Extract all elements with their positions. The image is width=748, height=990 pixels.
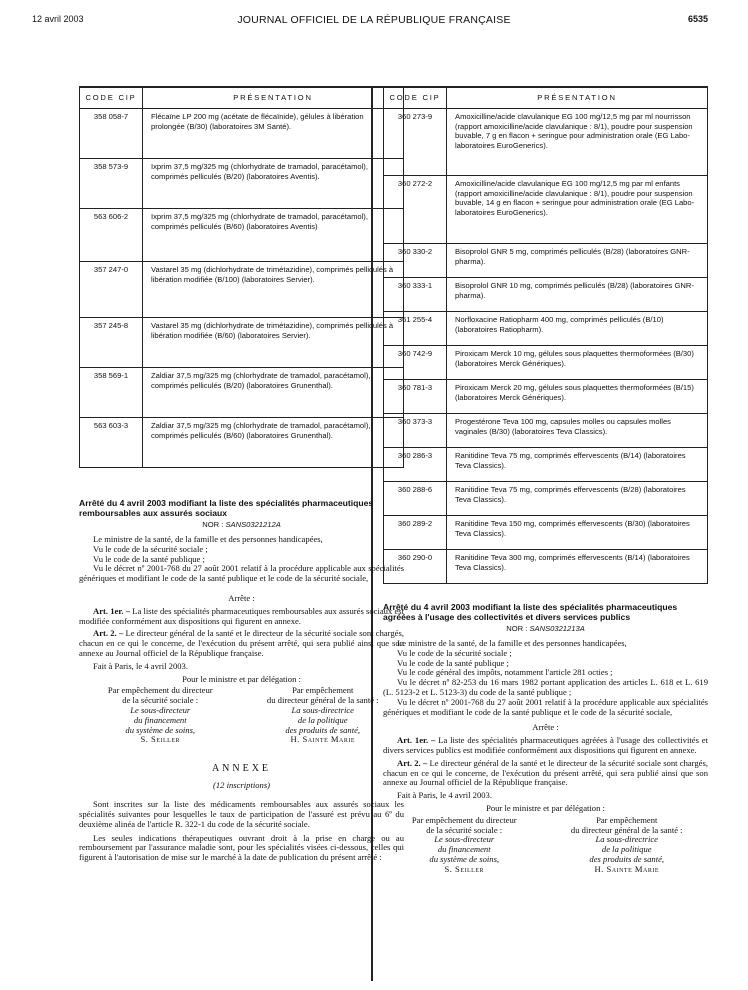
fait-a-paris: Fait à Paris, le 4 avril 2003. <box>93 660 188 671</box>
column-header-presentation: PRÉSENTATION <box>447 87 708 109</box>
signatory-name: H. Sainte Marie <box>290 734 356 745</box>
table-row <box>384 482 708 516</box>
table-row <box>384 278 708 312</box>
nor-label: NOR : <box>202 520 224 529</box>
paragraph: Vu le décret nº 2001-768 du 27 août 2001 relatif à la procédure applicable aux spécialités génériques et modifiant le code de la santé publique et le code de la sécurité sociale, <box>79 563 404 584</box>
article-text: La liste des spécialités pharmaceutiques agréées à l'usage des collectivités et divers services publics est modifiée conformément aux dispositions qui figurent en annexe. <box>383 735 708 755</box>
signature-title: du système de soins, <box>125 724 196 735</box>
paragraph: Vu le code de la santé publique ; <box>93 553 205 564</box>
signature-left <box>383 816 546 875</box>
table-row <box>384 346 708 380</box>
paragraph: Sont inscrites sur la liste des médicaments remboursables aux assurés sociaux les spécialités suivantes pour lesquelles le taux de participation de l'assuré est prévu au 6º du deuxième alinéa de l'article R. 322-1 du code de la sécurité sociale. <box>79 799 404 829</box>
fait-a-paris: Fait à Paris, le 4 avril 2003. <box>397 790 492 801</box>
article-label: Art. 1er. – <box>397 735 436 746</box>
table-row <box>384 176 708 244</box>
right-column <box>383 86 708 875</box>
table-row <box>80 159 404 209</box>
table-row <box>80 418 404 468</box>
table-row <box>384 380 708 414</box>
nor-code: SANS0321213A <box>529 624 585 633</box>
table-row <box>80 262 404 318</box>
annex-table-right <box>383 86 708 584</box>
signature-left <box>79 686 242 745</box>
presentation-text: Piroxicam Merck 10 mg, gélules sous plaquettes thermoformées (B/30) (laboratoires Merck Génériques). <box>447 346 708 380</box>
nor-code: SANS0321212A <box>225 520 281 529</box>
table-row <box>384 448 708 482</box>
article-text: La liste des spécialités pharmaceutiques remboursables aux assurés sociaux est modifiée conformément aux dispositions qui figurent en annexe. <box>79 605 404 626</box>
arrete-title: Arrêté du 4 avril 2003 modifiant la liste des spécialités pharmaceutiques remboursables aux assurés sociaux <box>79 498 374 518</box>
table-row <box>384 516 708 550</box>
signature-line: Par empêchement du directeur <box>107 685 213 696</box>
signature-line: du directeur général de la santé : <box>266 695 379 706</box>
cip-code: 358 058-7 <box>80 109 143 159</box>
left-column <box>79 86 404 863</box>
signature-title: des produits de santé, <box>285 724 361 735</box>
signature-line: de la sécurité sociale : <box>122 695 199 706</box>
presentation-text: Progestérone Teva 100 mg, capsules molles ou capsules molles vaginales (B/30) (laboratoires Teva Classics). <box>447 414 708 448</box>
paragraph: Vu le code de la santé publique ; <box>397 657 509 668</box>
presentation-text: Ixprim 37,5 mg/325 mg (chlorhydrate de tramadol, paracétamol), comprimés pelliculés (B/60) (laboratoires Aventis) <box>143 209 404 262</box>
article-2 <box>79 629 404 658</box>
table-row <box>384 414 708 448</box>
signature-line: Par empêchement <box>596 814 658 825</box>
cip-code: 357 247-0 <box>80 262 143 318</box>
signature-line: Par empêchement du directeur <box>411 814 517 825</box>
signature-title: Le sous-directeur <box>434 834 495 845</box>
cip-code: 357 245-8 <box>80 318 143 368</box>
cip-code: 360 330-2 <box>384 244 447 278</box>
table-header-row <box>80 87 404 109</box>
signatory-name: H. Sainte Marie <box>594 863 660 874</box>
cip-code: 360 272-2 <box>384 176 447 244</box>
delegation-line: Pour le ministre et par délégation : <box>182 673 301 684</box>
presentation-text: Ranitidine Teva 75 mg, comprimés effervescents (B/28) (laboratoires Teva Classics). <box>447 482 708 516</box>
cip-code: 360 289-2 <box>384 516 447 550</box>
cip-code: 361 255-4 <box>384 312 447 346</box>
presentation-text: Ranitidine Teva 300 mg, comprimés effervescents (B/14) (laboratoires Teva Classics). <box>447 550 708 584</box>
article-text: Le directeur général de la santé et le directeur de la sécurité sociale sont chargés, chacun en ce qui le concerne, de l'exécution du présent arrêté, qui sera publié ainsi que son annexe au Journal officiel de la République française. <box>383 757 708 788</box>
table-body <box>384 109 708 584</box>
cip-code: 360 273-9 <box>384 109 447 176</box>
signature-right <box>546 816 709 875</box>
nor-line <box>383 624 708 633</box>
presentation-text: Amoxicilline/acide clavulanique EG 100 mg/12,5 mg par ml nourrisson (rapport amoxicilline/acide clavulanique : 8/1), poudre pour suspension buvable, 7 g en flacon + seringue pour administration orale (EG Labo-laboratoires EuroGenerics). <box>447 109 708 176</box>
annexe-subheading: (12 inscriptions) <box>212 780 271 791</box>
column-header-presentation: PRÉSENTATION <box>143 87 404 109</box>
table-row <box>384 550 708 584</box>
presentation-text: Bisoprolol GNR 5 mg, comprimés pelliculés (B/28) (laboratoires GNR-pharma). <box>447 244 708 278</box>
signature-title: de la politique <box>297 714 348 725</box>
article-text: Le directeur général de la santé et le directeur de la sécurité sociale sont chargés, chacun en ce qui le concerne, de l'exécution du présent arrêté, qui sera publié ainsi que son annexe au Journal officiel de la République française. <box>79 628 404 658</box>
cip-code: 360 742-9 <box>384 346 447 380</box>
article-2 <box>383 759 708 788</box>
table-header-row <box>384 87 708 109</box>
paragraph: Le ministre de la santé, de la famille et des personnes handicapées, <box>397 638 627 648</box>
signature-right <box>242 686 405 745</box>
cip-code: 360 333-1 <box>384 278 447 312</box>
nor-line <box>79 520 404 529</box>
signature-line: de la sécurité sociale : <box>426 824 503 835</box>
header-date: 12 avril 2003 <box>32 14 84 24</box>
presentation-text: Amoxicilline/acide clavulanique EG 100 mg/12,5 mg par ml enfants (rapport amoxicilline/acide clavulanique : 8/1), poudre pour suspension buvable, 14 g en flacon + seringue pour administration orale (EG Labo-laboratoires EuroGenerics). <box>447 176 708 244</box>
presentation-text: Ixprim 37,5 mg/325 mg (chlorhydrate de tramadol, paracétamol), comprimés pelliculés (B/20) (laboratoires Aventis). <box>143 159 404 209</box>
presentation-text: Zaldiar 37,5 mg/325 mg (chlorhydrate de tramadol, paracétamol), comprimés pelliculés (B/20) (laboratoires Grunenthal). <box>143 368 404 418</box>
cip-code: 358 569-1 <box>80 368 143 418</box>
paragraph: Vu le code général des impôts, notamment l'article 281 octies ; <box>397 667 613 678</box>
table-row <box>80 209 404 262</box>
cip-code: 563 603-3 <box>80 418 143 468</box>
header-journal-title: JOURNAL OFFICIEL DE LA RÉPUBLIQUE FRANÇAISE <box>237 14 511 26</box>
arrete-title: Arrêté du 4 avril 2003 modifiant la liste des spécialités pharmaceutiques agréées à l'usage des collectivités et divers services publics <box>383 602 678 622</box>
article-label: Art. 1er. – <box>93 605 131 616</box>
nor-label: NOR : <box>506 624 528 633</box>
presentation-text: Bisoprolol GNR 10 mg, comprimés pelliculés (B/28) (laboratoires GNR-pharma). <box>447 278 708 312</box>
cip-code: 563 606-2 <box>80 209 143 262</box>
delegation-line: Pour le ministre et par délégation : <box>486 802 605 813</box>
signature-title: de la politique <box>601 844 652 855</box>
paragraph: Le ministre de la santé, de la famille et des personnes handicapées, <box>93 534 323 544</box>
signatory-name: S. Seiller <box>444 863 485 874</box>
cip-code: 360 373-3 <box>384 414 447 448</box>
table-body <box>80 109 404 468</box>
signature-title: du financement <box>133 714 187 725</box>
arrete-heading: Arrête : <box>532 722 559 733</box>
presentation-text: Ranitidine Teva 150 mg, comprimés effervescents (B/30) (laboratoires Teva Classics). <box>447 516 708 550</box>
article-1 <box>79 607 404 627</box>
article-label: Art. 2. – <box>397 757 428 768</box>
presentation-text: Vastarel 35 mg (dichlorhydrate de trimétazidine), comprimés pelliculés à libération modifiée (B/60) (laboratoires Servier). <box>143 318 404 368</box>
column-header-code: CODE CIP <box>80 87 143 109</box>
article-label: Art. 2. – <box>93 628 124 639</box>
signature-line: Par empêchement <box>292 685 354 696</box>
signatures <box>383 816 708 875</box>
presentation-text: Vastarel 35 mg (dichlorhydrate de trimétazidine), comprimés pelliculés à libération modifiée (B/100) (laboratoires Servier). <box>143 262 404 318</box>
table-row <box>80 368 404 418</box>
cip-code: 360 286-3 <box>384 448 447 482</box>
paragraph: Vu le code de la sécurité sociale ; <box>93 543 208 554</box>
annexe-heading: ANNEXE <box>211 763 272 775</box>
paragraph: Les seules indications thérapeutiques ouvrant droit à la prise en charge ou au remboursement par l'assurance maladie sont, pour les spécialités visées ci-dessous, celles qui figurent à l'autorisation de mise sur le marché à la date de publication du présent arrêté : <box>79 832 404 863</box>
paragraph: Vu le code de la sécurité sociale ; <box>397 647 512 658</box>
signature-title: La sous-directrice <box>291 704 354 715</box>
signature-title: des produits de santé, <box>589 853 665 864</box>
table-row <box>80 109 404 159</box>
presentation-text: Flécaïne LP 200 mg (acétate de flécaïnide), gélules à libération prolongée (B/30) (laboratoires 3M Santé). <box>143 109 404 159</box>
arrete-heading: Arrête : <box>228 592 255 603</box>
table-row <box>384 312 708 346</box>
table-row <box>384 244 708 278</box>
signature-title: du financement <box>437 844 491 855</box>
presentation-text: Piroxicam Merck 20 mg, gélules sous plaquettes thermoformées (B/15) (laboratoires Merck Génériques). <box>447 380 708 414</box>
annex-table-left <box>79 86 404 468</box>
signatures <box>79 686 404 745</box>
paragraph: Vu le décret nº 82-253 du 16 mars 1982 portant application des articles L. 618 et L. 619 (L. 5123-2 et L. 5123-3) du code de la santé publique ; <box>383 677 708 697</box>
signature-title: du système de soins, <box>429 853 500 864</box>
table-row <box>384 109 708 176</box>
signature-title: Le sous-directeur <box>130 704 191 715</box>
paragraph: Vu le décret nº 2001-768 du 27 août 2001 relatif à la procédure applicable aux spécialités génériques et modifiant le code de la santé publique et le code de la sécurité sociale, <box>383 696 708 717</box>
table-row <box>80 318 404 368</box>
presentation-text: Norfloxacine Ratiopharm 400 mg, comprimés pelliculés (B/10) (laboratoires Ratiopharm). <box>447 312 708 346</box>
column-header-code: CODE CIP <box>384 87 447 109</box>
cip-code: 360 781-3 <box>384 380 447 414</box>
header-page-number: 6535 <box>688 14 709 24</box>
presentation-text: Zaldiar 37,5 mg/325 mg (chlorhydrate de tramadol, paracétamol), comprimés pelliculés (B/60) (laboratoires Grunenthal). <box>143 418 404 468</box>
cip-code: 360 288-6 <box>384 482 447 516</box>
cip-code: 358 573-9 <box>80 159 143 209</box>
signature-line: du directeur général de la santé : <box>570 824 683 835</box>
article-1 <box>383 736 708 756</box>
presentation-text: Ranitidine Teva 75 mg, comprimés effervescents (B/14) (laboratoires Teva Classics). <box>447 448 708 482</box>
cip-code: 360 290-0 <box>384 550 447 584</box>
signatory-name: S. Seiller <box>140 734 181 745</box>
signature-title: La sous-directrice <box>595 834 658 845</box>
